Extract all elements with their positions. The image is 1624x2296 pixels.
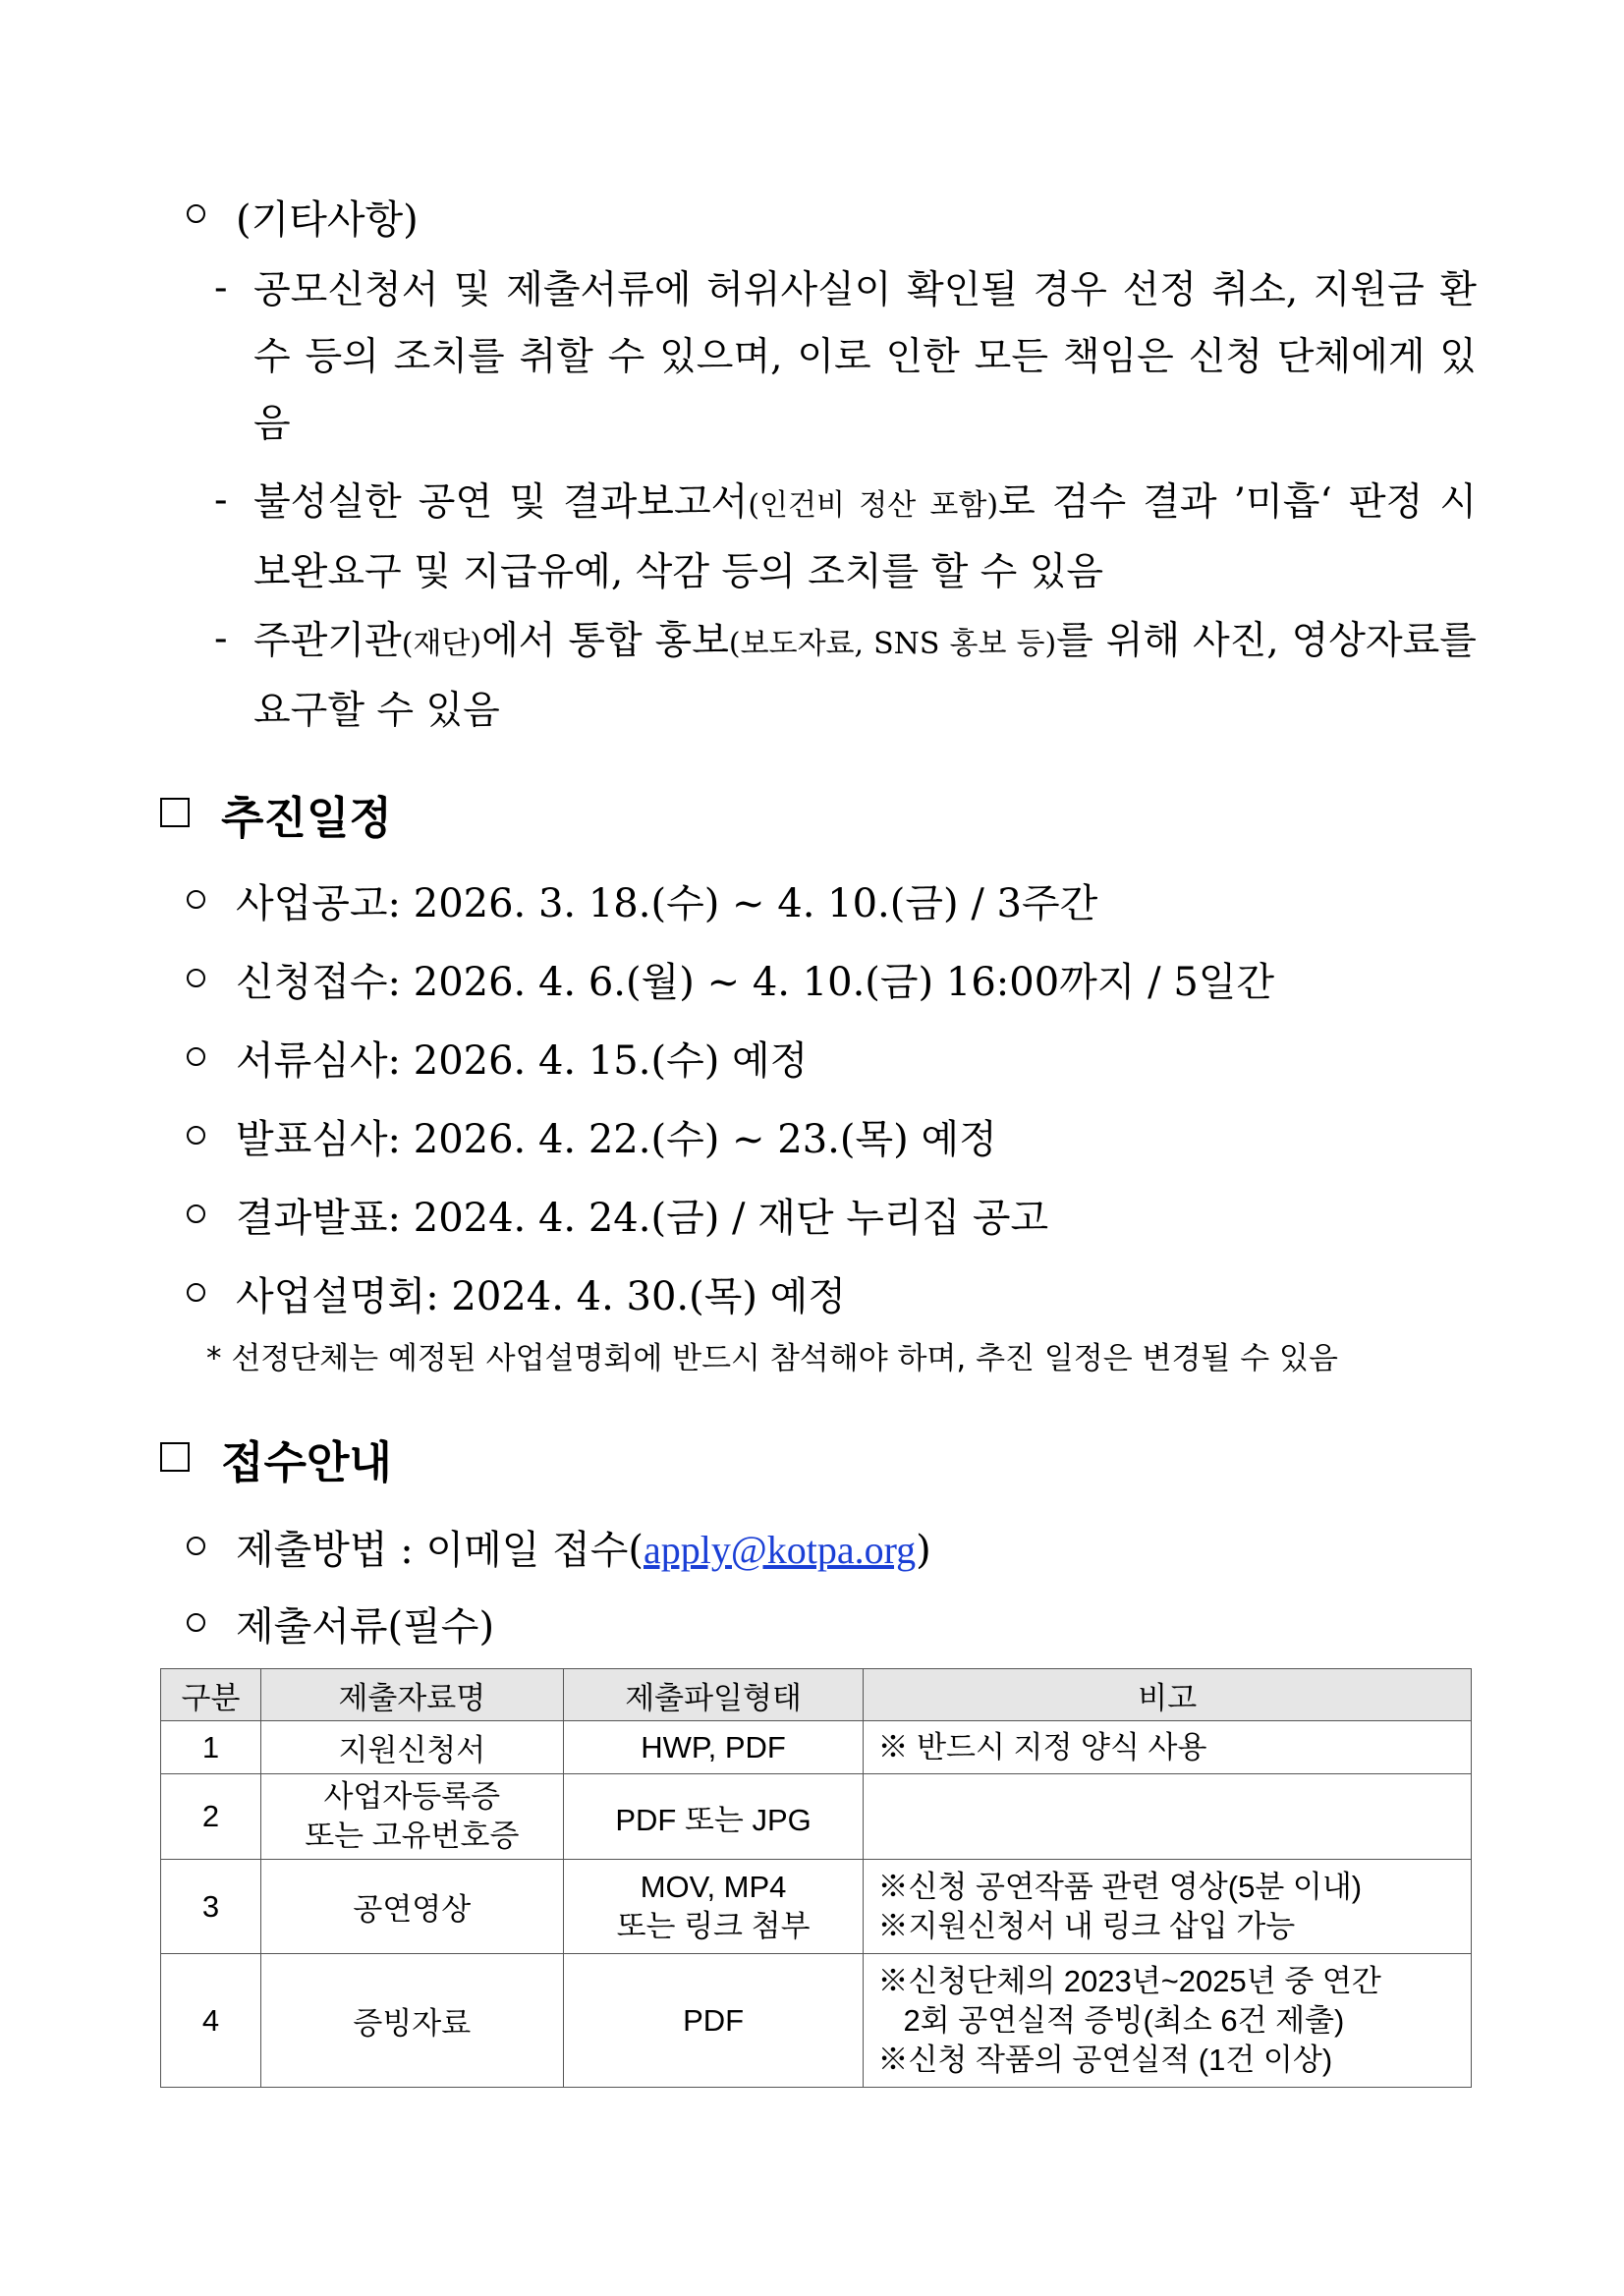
required-docs-table bbox=[160, 1668, 1472, 2088]
submission-method: 제출방법 : 이메일 접수(apply@kotpa.org) bbox=[236, 1528, 931, 1573]
row-number: 1 bbox=[161, 1721, 261, 1774]
dash-icon: - bbox=[214, 265, 228, 310]
section-square-icon bbox=[160, 798, 190, 827]
bullet-circle-icon bbox=[187, 1283, 205, 1302]
bullet-circle-icon bbox=[187, 890, 205, 909]
etc-title: (기타사항) bbox=[236, 197, 419, 243]
table-row bbox=[161, 1721, 1472, 1774]
bullet-circle-icon bbox=[187, 1537, 205, 1555]
schedule-item: 사업공고: 2026. 3. 18.(수) ~ 4. 10.(금) / 3주간 bbox=[236, 881, 1098, 926]
schedule-item: 서류심사: 2026. 4. 15.(수) 예정 bbox=[236, 1038, 809, 1084]
reception-heading: 접수안내 bbox=[221, 1436, 392, 1488]
email-link[interactable]: apply@kotpa.org bbox=[644, 1528, 917, 1572]
schedule-heading: 추진일정 bbox=[221, 792, 392, 844]
doc-name: 지원신청서 bbox=[260, 1721, 563, 1774]
doc-name: 공연영상 bbox=[260, 1860, 563, 1954]
etc-item-2: 불성실한 공연 및 결과보고서(인건비 정산 포함)로 검수 결과 ’미흡‘ 판정 시 보완요구 및 지급유예, 삭감 등의 조치를 할 수 있음 bbox=[253, 480, 1478, 594]
doc-name: 사업자등록증 또는 고유번호증 bbox=[260, 1774, 563, 1860]
table-header-row bbox=[161, 1669, 1472, 1721]
doc-note bbox=[864, 1774, 1472, 1860]
doc-format: HWP, PDF bbox=[563, 1721, 864, 1774]
header-cell: 구분 bbox=[161, 1669, 261, 1721]
row-number: 2 bbox=[161, 1774, 261, 1860]
bullet-circle-icon bbox=[187, 1126, 205, 1145]
doc-note: ※신청단체의 2023년~2025년 중 연간 2회 공연실적 증빙(최소 6건 제출) ※신청 작품의 공연실적 (1건 이상) bbox=[864, 1954, 1472, 2088]
schedule-item: 결과발표: 2024. 4. 24.(금) / 재단 누리집 공고 bbox=[236, 1196, 1049, 1241]
dash-icon: - bbox=[214, 616, 228, 661]
header-cell: 제출자료명 bbox=[260, 1669, 563, 1721]
doc-note: ※ 반드시 지정 양식 사용 bbox=[864, 1721, 1472, 1774]
table-row bbox=[161, 1860, 1472, 1954]
schedule-item: 신청접수: 2026. 4. 6.(월) ~ 4. 10.(금) 16:00까지 / 5일간 bbox=[236, 960, 1275, 1005]
schedule-item: 발표심사: 2026. 4. 22.(수) ~ 23.(목) 예정 bbox=[236, 1117, 997, 1162]
row-number: 4 bbox=[161, 1954, 261, 2088]
table-row bbox=[161, 1774, 1472, 1860]
bullet-circle-icon bbox=[187, 204, 205, 223]
doc-format: MOV, MP4 또는 링크 첨부 bbox=[563, 1860, 864, 1954]
doc-note: ※신청 공연작품 관련 영상(5분 이내) ※지원신청서 내 링크 삽입 가능 bbox=[864, 1860, 1472, 1954]
header-cell: 제출파일형태 bbox=[563, 1669, 864, 1721]
bullet-circle-icon bbox=[187, 969, 205, 987]
bullet-circle-icon bbox=[187, 1204, 205, 1223]
table-row bbox=[161, 1954, 1472, 2088]
row-number: 3 bbox=[161, 1860, 261, 1954]
etc-item-1: 공모신청서 및 제출서류에 허위사실이 확인될 경우 선정 취소, 지원금 환수 등의 조치를 취할 수 있으며, 이로 인한 모든 책임은 신청 단체에게 있음 bbox=[253, 268, 1477, 446]
header-cell: 비고 bbox=[864, 1669, 1472, 1721]
doc-name: 증빙자료 bbox=[260, 1954, 563, 2088]
doc-format: PDF 또는 JPG bbox=[563, 1774, 864, 1860]
schedule-note: * 선정단체는 예정된 사업설명회에 반드시 참석해야 하며, 추진 일정은 변경될 수 있음 bbox=[206, 1341, 1338, 1376]
dash-icon: - bbox=[214, 477, 228, 523]
bullet-circle-icon bbox=[187, 1613, 205, 1632]
bullet-circle-icon bbox=[187, 1047, 205, 1066]
doc-format: PDF bbox=[563, 1954, 864, 2088]
section-square-icon bbox=[160, 1442, 190, 1472]
etc-item-3: 주관기관(재단)에서 통합 홍보(보도자료, SNS 홍보 등)를 위해 사진, 영상자료를 요구할 수 있음 bbox=[253, 619, 1477, 733]
schedule-item: 사업설명회: 2024. 4. 30.(목) 예정 bbox=[236, 1274, 846, 1319]
required-docs-label: 제출서류(필수) bbox=[236, 1604, 495, 1650]
